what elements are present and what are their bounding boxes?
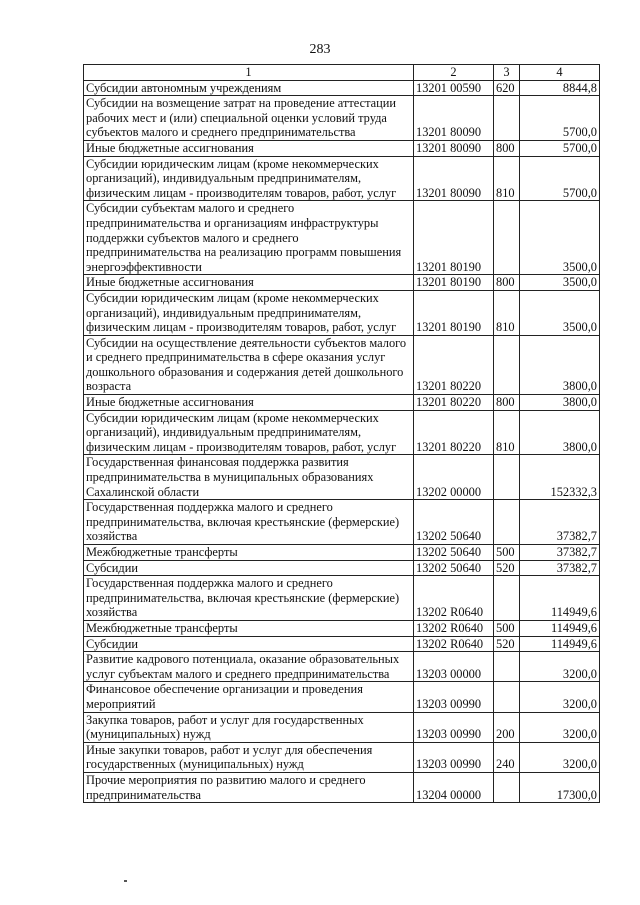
row-expense-type-cell: [494, 772, 520, 802]
row-expense-type-cell: 810: [494, 410, 520, 455]
table-row: [84, 335, 600, 394]
row-amount-cell: 5700,0: [520, 156, 600, 201]
row-expense-type-cell: [494, 201, 520, 275]
table-row: [84, 652, 600, 682]
row-amount-cell: 17300,0: [520, 772, 600, 802]
row-code-cell: 13202 R0640: [414, 576, 494, 621]
row-code-cell: 13203 00990: [414, 682, 494, 712]
table-row: [84, 772, 600, 802]
row-expense-type-cell: 800: [494, 275, 520, 291]
row-name-cell: Иные закупки товаров, работ и услуг для обеспечения государственных (муниципальных) нужд: [84, 742, 414, 772]
row-name-cell: Субсидии автономным учреждениям: [84, 80, 414, 96]
row-expense-type-cell: 810: [494, 156, 520, 201]
row-amount-cell: 5700,0: [520, 96, 600, 141]
row-amount-cell: 3800,0: [520, 395, 600, 411]
table-row: [84, 620, 600, 636]
row-amount-cell: 5700,0: [520, 140, 600, 156]
row-code-cell: 13202 50640: [414, 500, 494, 545]
row-expense-type-cell: [494, 652, 520, 682]
row-code-cell: 13204 00000: [414, 772, 494, 802]
table-row: [84, 712, 600, 742]
row-expense-type-cell: 200: [494, 712, 520, 742]
row-code-cell: 13201 80220: [414, 410, 494, 455]
row-amount-cell: 3500,0: [520, 201, 600, 275]
row-expense-type-cell: [494, 682, 520, 712]
row-name-cell: Субсидии юридическим лицам (кроме некоммерческих организаций), индивидуальным предпринимателям, физическим лицам - производителям товаров, работ, услуг: [84, 410, 414, 455]
row-amount-cell: 3800,0: [520, 410, 600, 455]
budget-table-body: [84, 80, 600, 803]
row-expense-type-cell: 500: [494, 620, 520, 636]
row-code-cell: 13203 00000: [414, 652, 494, 682]
header-col-name: 1: [84, 65, 414, 81]
row-name-cell: Иные бюджетные ассигнования: [84, 140, 414, 156]
row-name-cell: Субсидии субъектам малого и среднего предпринимательства и организациям инфраструктуры поддержки субъектов малого и среднего предпринимательства на реализацию программ повышения энергоэффективности: [84, 201, 414, 275]
row-name-cell: Межбюджетные трансферты: [84, 545, 414, 561]
row-amount-cell: 8844,8: [520, 80, 600, 96]
row-code-cell: 13203 00990: [414, 742, 494, 772]
row-code-cell: 13202 R0640: [414, 620, 494, 636]
row-expense-type-cell: 500: [494, 545, 520, 561]
row-code-cell: 13201 80220: [414, 395, 494, 411]
header-col-sum: 4: [520, 65, 600, 81]
table-row: [84, 545, 600, 561]
row-code-cell: 13202 R0640: [414, 636, 494, 652]
row-amount-cell: 3200,0: [520, 742, 600, 772]
row-code-cell: 13201 00590: [414, 80, 494, 96]
table-row: [84, 560, 600, 576]
table-row: [84, 410, 600, 455]
row-code-cell: 13201 80090: [414, 96, 494, 141]
table-row: [84, 290, 600, 335]
row-amount-cell: 3200,0: [520, 652, 600, 682]
row-name-cell: Иные бюджетные ассигнования: [84, 275, 414, 291]
row-code-cell: 13202 50640: [414, 560, 494, 576]
row-code-cell: 13202 00000: [414, 455, 494, 500]
table-row: [84, 80, 600, 96]
table-row: [84, 96, 600, 141]
row-name-cell: Межбюджетные трансферты: [84, 620, 414, 636]
row-name-cell: Государственная поддержка малого и среднего предпринимательства, включая крестьянские (фермерские) хозяйства: [84, 576, 414, 621]
table-header-row: [84, 65, 600, 81]
row-code-cell: 13201 80190: [414, 275, 494, 291]
row-code-cell: 13201 80220: [414, 335, 494, 394]
row-code-cell: 13202 50640: [414, 545, 494, 561]
row-amount-cell: 3200,0: [520, 712, 600, 742]
row-code-cell: 13201 80190: [414, 201, 494, 275]
table-row: [84, 742, 600, 772]
row-name-cell: Развитие кадрового потенциала, оказание образовательных услуг субъектам малого и среднего предпринимательства: [84, 652, 414, 682]
row-expense-type-cell: [494, 576, 520, 621]
table-row: [84, 500, 600, 545]
row-amount-cell: 152332,3: [520, 455, 600, 500]
row-code-cell: 13203 00990: [414, 712, 494, 742]
row-amount-cell: 3200,0: [520, 682, 600, 712]
row-amount-cell: 3500,0: [520, 290, 600, 335]
table-row: [84, 682, 600, 712]
row-amount-cell: 37382,7: [520, 560, 600, 576]
row-expense-type-cell: 800: [494, 140, 520, 156]
scan-mark: [124, 880, 127, 882]
row-name-cell: Финансовое обеспечение организации и проведения мероприятий: [84, 682, 414, 712]
row-name-cell: Государственная финансовая поддержка развития предпринимательства в муниципальных образованиях Сахалинской области: [84, 455, 414, 500]
page-number: 283: [309, 42, 331, 57]
row-expense-type-cell: 240: [494, 742, 520, 772]
row-name-cell: Субсидии: [84, 636, 414, 652]
row-amount-cell: 37382,7: [520, 500, 600, 545]
row-name-cell: Закупка товаров, работ и услуг для государственных (муниципальных) нужд: [84, 712, 414, 742]
row-name-cell: Субсидии юридическим лицам (кроме некоммерческих организаций), индивидуальным предпринимателям, физическим лицам - производителям товаров, работ, услуг: [84, 156, 414, 201]
row-amount-cell: 3500,0: [520, 275, 600, 291]
row-code-cell: 13201 80190: [414, 290, 494, 335]
row-code-cell: 13201 80090: [414, 140, 494, 156]
row-expense-type-cell: 810: [494, 290, 520, 335]
row-amount-cell: 3800,0: [520, 335, 600, 394]
table-row: [84, 201, 600, 275]
table-row: [84, 636, 600, 652]
row-expense-type-cell: 620: [494, 80, 520, 96]
table-row: [84, 156, 600, 201]
row-name-cell: Государственная поддержка малого и среднего предпринимательства, включая крестьянские (фермерские) хозяйства: [84, 500, 414, 545]
row-expense-type-cell: [494, 335, 520, 394]
header-col-code: 2: [414, 65, 494, 81]
row-amount-cell: 114949,6: [520, 636, 600, 652]
row-expense-type-cell: [494, 455, 520, 500]
row-name-cell: Субсидии на осуществление деятельности субъектов малого и среднего предпринимательства в сфере оказания услуг дошкольного образования и содержания детей дошкольного возраста: [84, 335, 414, 394]
header-col-vr: 3: [494, 65, 520, 81]
table-row: [84, 455, 600, 500]
table-row: [84, 395, 600, 411]
row-expense-type-cell: [494, 96, 520, 141]
row-name-cell: Иные бюджетные ассигнования: [84, 395, 414, 411]
row-amount-cell: 114949,6: [520, 620, 600, 636]
row-expense-type-cell: 800: [494, 395, 520, 411]
table-row: [84, 576, 600, 621]
row-amount-cell: 114949,6: [520, 576, 600, 621]
row-name-cell: Субсидии юридическим лицам (кроме некоммерческих организаций), индивидуальным предпринимателям, физическим лицам - производителям товаров, работ, услуг: [84, 290, 414, 335]
row-expense-type-cell: [494, 500, 520, 545]
table-row: [84, 140, 600, 156]
row-name-cell: Субсидии на возмещение затрат на проведение аттестации рабочих мест и (или) специальной оценки условий труда субъектов малого и среднего предпринимательства: [84, 96, 414, 141]
table-row: [84, 275, 600, 291]
row-expense-type-cell: 520: [494, 560, 520, 576]
row-name-cell: Прочие мероприятия по развитию малого и среднего предпринимательства: [84, 772, 414, 802]
budget-table: [83, 64, 600, 803]
row-expense-type-cell: 520: [494, 636, 520, 652]
row-name-cell: Субсидии: [84, 560, 414, 576]
row-code-cell: 13201 80090: [414, 156, 494, 201]
row-amount-cell: 37382,7: [520, 545, 600, 561]
